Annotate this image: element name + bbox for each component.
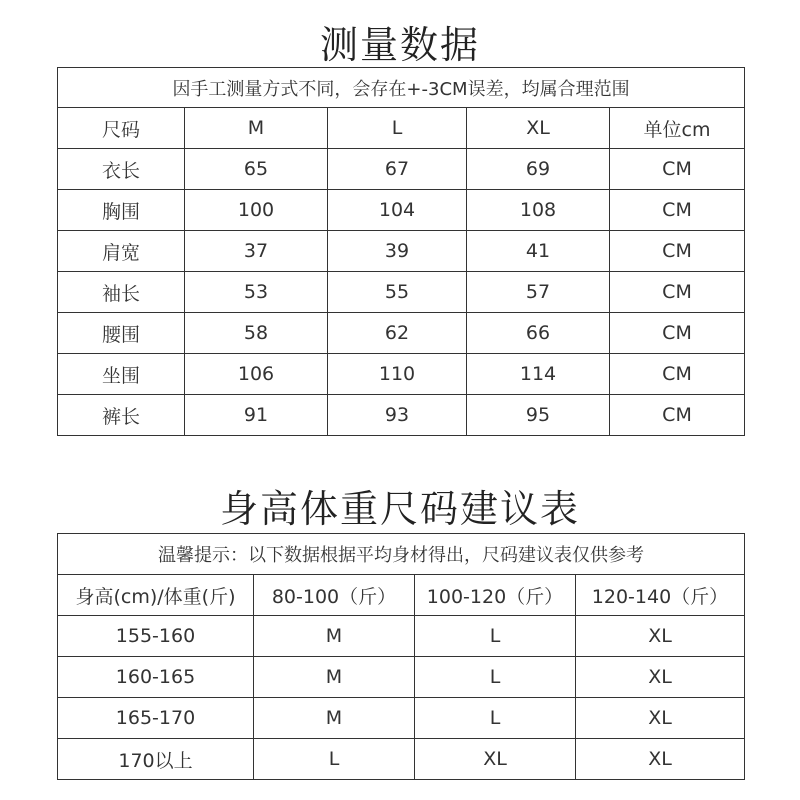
row-label: 裤长 bbox=[58, 395, 185, 436]
table-cell: CM bbox=[610, 272, 745, 313]
header-cell: M bbox=[185, 108, 328, 149]
measurement-note: 因手工测量方式不同，会存在+-3CM误差，均属合理范围 bbox=[58, 68, 745, 108]
table-cell: 57 bbox=[467, 272, 610, 313]
size-guide-note: 温馨提示：以下数据根据平均身材得出，尺码建议表仅供参考 bbox=[58, 534, 745, 575]
table-row bbox=[58, 739, 745, 780]
header-cell: 120-140（斤） bbox=[576, 575, 745, 616]
table-cell: XL bbox=[415, 739, 576, 780]
header-cell: L bbox=[328, 108, 467, 149]
table-cell: 41 bbox=[467, 231, 610, 272]
table-cell: 66 bbox=[467, 313, 610, 354]
table-row bbox=[58, 698, 745, 739]
row-label: 170以上 bbox=[58, 739, 254, 780]
table-row bbox=[58, 149, 745, 190]
measurement-title: 测量数据 bbox=[319, 23, 480, 67]
table-cell: CM bbox=[610, 395, 745, 436]
measurement-note-row bbox=[58, 68, 745, 108]
table-cell: XL bbox=[576, 616, 745, 657]
table-cell: M bbox=[254, 616, 415, 657]
size-guide-title: 身高体重尺码建议表 bbox=[219, 487, 580, 531]
table-cell: 37 bbox=[185, 231, 328, 272]
table-row bbox=[58, 616, 745, 657]
table-cell: L bbox=[415, 616, 576, 657]
table-cell: 108 bbox=[467, 190, 610, 231]
measurement-table bbox=[57, 67, 745, 436]
table-cell: 39 bbox=[328, 231, 467, 272]
row-label: 坐围 bbox=[58, 354, 185, 395]
table-cell: CM bbox=[610, 190, 745, 231]
table-cell: L bbox=[254, 739, 415, 780]
table-cell: 95 bbox=[467, 395, 610, 436]
header-cell: 尺码 bbox=[58, 108, 185, 149]
table-row bbox=[58, 231, 745, 272]
table-cell: 104 bbox=[328, 190, 467, 231]
table-row bbox=[58, 190, 745, 231]
table-cell: 93 bbox=[328, 395, 467, 436]
row-label: 160-165 bbox=[58, 657, 254, 698]
row-label: 155-160 bbox=[58, 616, 254, 657]
header-cell: 单位cm bbox=[610, 108, 745, 149]
table-cell: M bbox=[254, 657, 415, 698]
row-label: 肩宽 bbox=[58, 231, 185, 272]
table-cell: 114 bbox=[467, 354, 610, 395]
table-cell: L bbox=[415, 657, 576, 698]
table-cell: 100 bbox=[185, 190, 328, 231]
table-row bbox=[58, 272, 745, 313]
table-cell: XL bbox=[576, 657, 745, 698]
table-cell: M bbox=[254, 698, 415, 739]
table-cell: 55 bbox=[328, 272, 467, 313]
table-cell: CM bbox=[610, 313, 745, 354]
table-cell: 65 bbox=[185, 149, 328, 190]
table-row bbox=[58, 395, 745, 436]
table-row bbox=[58, 313, 745, 354]
row-label: 袖长 bbox=[58, 272, 185, 313]
header-cell: XL bbox=[467, 108, 610, 149]
table-cell: CM bbox=[610, 354, 745, 395]
header-cell: 身高(cm)/体重(斤) bbox=[58, 575, 254, 616]
size-guide-header-row bbox=[58, 575, 745, 616]
row-label: 腰围 bbox=[58, 313, 185, 354]
table-cell: 53 bbox=[185, 272, 328, 313]
header-cell: 100-120（斤） bbox=[415, 575, 576, 616]
table-cell: 110 bbox=[328, 354, 467, 395]
table-cell: CM bbox=[610, 231, 745, 272]
size-guide-table bbox=[57, 533, 745, 780]
table-row bbox=[58, 354, 745, 395]
table-cell: XL bbox=[576, 698, 745, 739]
table-cell: 67 bbox=[328, 149, 467, 190]
table-row bbox=[58, 657, 745, 698]
table-cell: CM bbox=[610, 149, 745, 190]
row-label: 165-170 bbox=[58, 698, 254, 739]
table-cell: 62 bbox=[328, 313, 467, 354]
size-guide-note-row bbox=[58, 534, 745, 575]
table-cell: 58 bbox=[185, 313, 328, 354]
table-cell: 69 bbox=[467, 149, 610, 190]
header-cell: 80-100（斤） bbox=[254, 575, 415, 616]
table-cell: 106 bbox=[185, 354, 328, 395]
table-cell: 91 bbox=[185, 395, 328, 436]
table-cell: XL bbox=[576, 739, 745, 780]
table-cell: L bbox=[415, 698, 576, 739]
row-label: 衣长 bbox=[58, 149, 185, 190]
row-label: 胸围 bbox=[58, 190, 185, 231]
measurement-header-row bbox=[58, 108, 745, 149]
